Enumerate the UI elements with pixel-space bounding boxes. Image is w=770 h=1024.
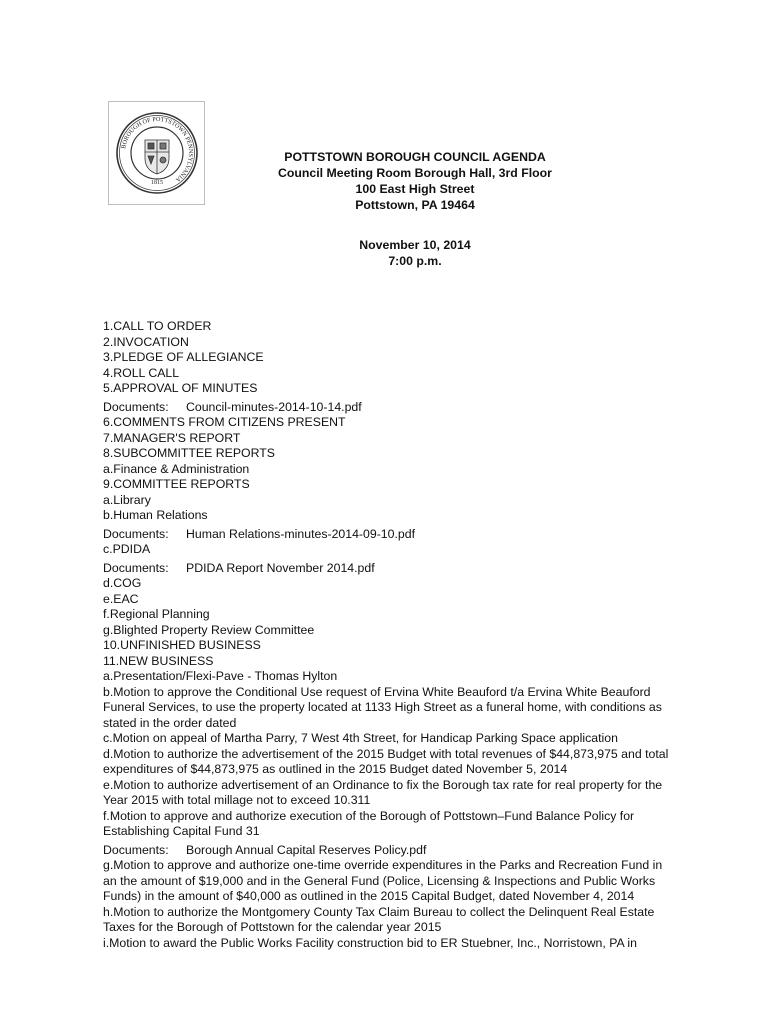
- agenda-item: e.EAC: [103, 591, 139, 606]
- seal-ring-text: BOROUGH OF POTTSTOWN PENNSYLVANIA: [120, 115, 195, 184]
- document-attachment: [103, 843, 675, 859]
- agenda-item: 10.UNFINISHED BUSINESS: [103, 638, 261, 652]
- agenda-list: [103, 319, 675, 951]
- agenda-item: h.Motion to authorize the Montgomery County Tax Claim Bureau to collect the Delinquent Real Estate Taxes for the Borough of Pottstown for the calendar year 2015: [103, 904, 655, 934]
- agenda-item: b.Human Relations: [103, 508, 208, 522]
- agenda-item: 9.COMMITTEE REPORTS: [103, 477, 250, 491]
- agenda-item: d.COG: [103, 576, 142, 590]
- document-attachment: [103, 561, 675, 577]
- agenda-title: POTTSTOWN BOROUGH COUNCIL AGENDA: [284, 150, 546, 164]
- seal-year: 1815: [151, 180, 163, 186]
- document-link[interactable]: Borough Annual Capital Reserves Policy.pdf: [186, 842, 427, 857]
- city-state-zip: Pottstown, PA 19464: [355, 198, 475, 212]
- document-link[interactable]: PDIDA Report November 2014.pdf: [186, 560, 375, 575]
- seal-shield: [145, 140, 169, 174]
- agenda-item: g.Blighted Property Review Committee: [103, 622, 315, 637]
- documents-label: Documents:: [103, 560, 169, 575]
- documents-label: Documents:: [103, 399, 169, 414]
- agenda-item: f.Motion to approve and authorize execution of the Borough of Pottstown–Fund Balance Policy for Establishing Capital Fund 31: [103, 808, 635, 838]
- meeting-time: 7:00 p.m.: [388, 254, 442, 268]
- agenda-item: a.Library: [103, 492, 151, 507]
- agenda-item: a.Finance & Administration: [103, 461, 250, 476]
- document-attachment: [103, 400, 675, 416]
- agenda-item: 8.SUBCOMMITTEE REPORTS: [103, 446, 275, 460]
- street-address: 100 East High Street: [355, 182, 475, 196]
- borough-seal: [108, 101, 205, 205]
- agenda-item: f.Regional Planning: [103, 607, 210, 621]
- agenda-item: 11.NEW BUSINESS: [103, 653, 214, 668]
- agenda-item: 4.ROLL CALL: [103, 365, 180, 380]
- meeting-location: Council Meeting Room Borough Hall, 3rd Floor: [278, 166, 552, 180]
- agenda-item: 2.INVOCATION: [103, 334, 189, 349]
- agenda-item: c.PDIDA: [103, 542, 151, 556]
- agenda-item: 5.APPROVAL OF MINUTES: [103, 381, 258, 395]
- agenda-header: [260, 149, 570, 269]
- documents-label: Documents:: [103, 526, 169, 541]
- agenda-item: 3.PLEDGE OF ALLEGIANCE: [103, 350, 264, 364]
- agenda-item: e.Motion to authorize advertisement of an Ordinance to fix the Borough tax rate for real property for the Year 2015 with total millage not to exceed 10.311: [103, 777, 663, 807]
- agenda-item: a.Presentation/Flexi-Pave - Thomas Hylton: [103, 669, 338, 683]
- agenda-item: b.Motion to approve the Conditional Use request of Ervina White Beauford t/a Ervina White Beauford Funeral Services, to use the property located at 1133 High Street as a funeral home, with conditions as stated in the order dated: [103, 684, 662, 730]
- document-link[interactable]: Council-minutes-2014-10-14.pdf: [186, 399, 362, 414]
- documents-label: Documents:: [103, 842, 169, 857]
- agenda-item: 6.COMMENTS FROM CITIZENS PRESENT: [103, 415, 346, 429]
- agenda-item: 7.MANAGER'S REPORT: [103, 430, 241, 445]
- agenda-item: d.Motion to authorize the advertisement of the 2015 Budget with total revenues of $44,873,975 and total expenditures of $44,873,975 as outlined in the 2015 Budget dated November 5, 2014: [103, 746, 669, 776]
- agenda-item: c.Motion on appeal of Martha Parry, 7 West 4th Street, for Handicap Parking Space application: [103, 731, 618, 745]
- agenda-item: g.Motion to approve and authorize one-time override expenditures in the Parks and Recreation Fund in an the amount of $19,000 and in the General Fund (Police, Licensing & Inspections and Public Works Funds) in the amount of $40,000 as outlined in the 2015 Capital Budget, dated November 4, 2014: [103, 858, 663, 903]
- agenda-item: 1.CALL TO ORDER: [103, 319, 212, 333]
- document-link[interactable]: Human Relations-minutes-2014-09-10.pdf: [186, 526, 415, 541]
- seal-emblem: [115, 108, 199, 198]
- document-attachment: [103, 527, 675, 543]
- meeting-date: November 10, 2014: [359, 238, 471, 252]
- agenda-item: i.Motion to award the Public Works Facility construction bid to ER Stuebner, Inc., Norristown, PA in: [103, 935, 638, 950]
